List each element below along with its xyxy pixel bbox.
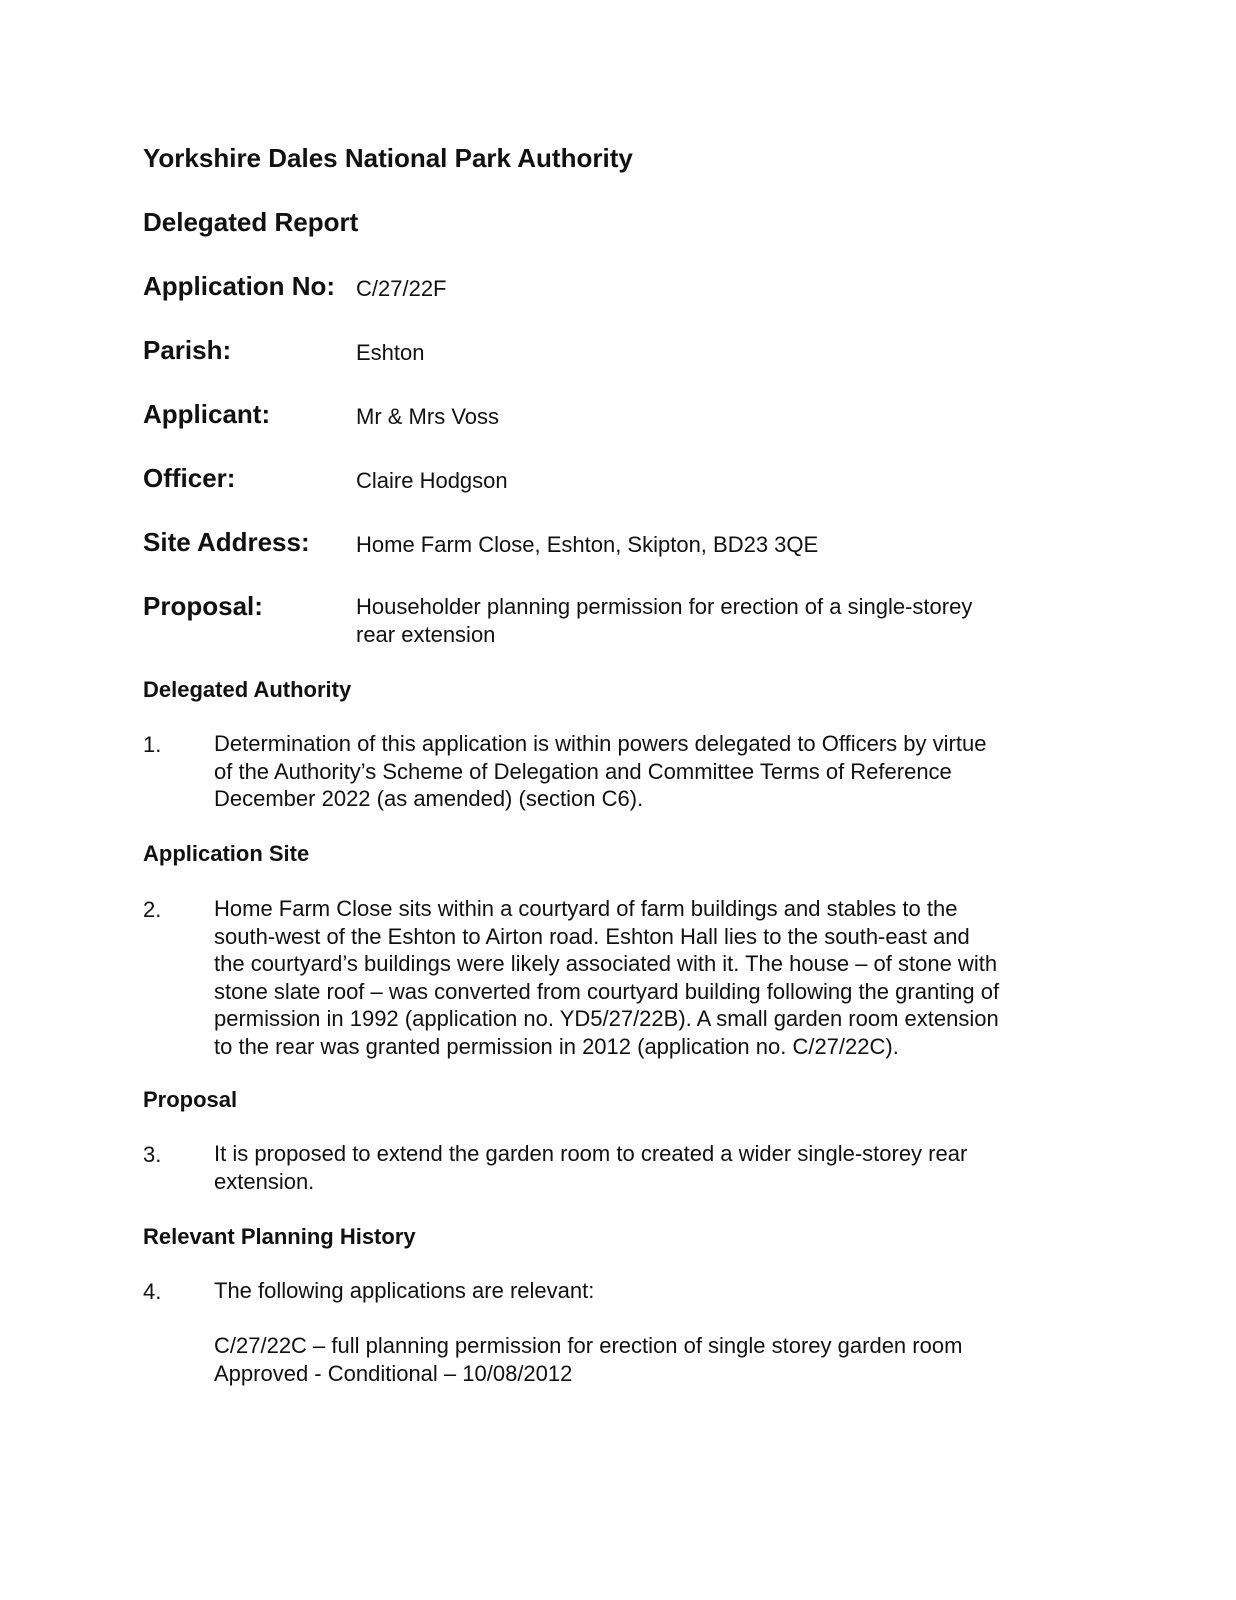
paragraph-line: The following applications are relevant: <box>214 1278 595 1303</box>
paragraph-line: permission in 1992 (application no. YD5/27/22B). A small garden room extension <box>214 1006 999 1031</box>
planning-history-entry <box>214 1332 962 1387</box>
paragraph-line: stone slate roof – was converted from courtyard building following the granting of <box>214 978 1000 1004</box>
section-heading-delegated-authority: Delegated Authority <box>143 677 352 702</box>
paragraph-line: It is proposed to extend the garden room to created a wider single-storey rear <box>214 1141 968 1166</box>
paragraph-number: 4. <box>143 1279 162 1304</box>
proposal-line: Householder planning permission for erection of a single-storey <box>356 594 973 619</box>
application-no-label: Application No: <box>143 271 336 301</box>
parish-value: Eshton <box>356 340 425 365</box>
paragraph-line: south-west of the Eshton to Airton road. Eshton Hall lies to the south-east and <box>214 923 970 949</box>
section-heading-proposal: Proposal <box>143 1087 238 1112</box>
proposal-value <box>356 593 972 648</box>
paragraph-application-site <box>214 895 999 1060</box>
section-heading-application-site: Application Site <box>143 841 310 866</box>
officer-value: Claire Hodgson <box>356 468 508 493</box>
paragraph-line: extension. <box>214 1168 315 1194</box>
report-type-heading: Delegated Report <box>143 207 359 237</box>
history-line: C/27/22C – full planning permission for erection of single storey garden room <box>214 1333 963 1358</box>
paragraph-planning-history <box>214 1277 594 1305</box>
paragraph-line: of the Authority’s Scheme of Delegation and Committee Terms of Reference <box>214 758 952 784</box>
application-no-value: C/27/22F <box>356 276 447 301</box>
paragraph-number: 2. <box>143 897 162 922</box>
authority-title: Yorkshire Dales National Park Authority <box>143 143 633 173</box>
paragraph-line: to the rear was granted permission in 2012 (application no. C/27/22C). <box>214 1033 899 1059</box>
paragraph-number: 3. <box>143 1142 162 1167</box>
site-address-value: Home Farm Close, Eshton, Skipton, BD23 3QE <box>356 532 819 557</box>
applicant-label: Applicant: <box>143 399 271 429</box>
history-line: Approved - Conditional – 10/08/2012 <box>214 1360 573 1386</box>
paragraph-line: the courtyard’s buildings were likely associated with it. The house – of stone with <box>214 951 998 976</box>
applicant-value: Mr & Mrs Voss <box>356 404 500 429</box>
paragraph-proposal <box>214 1140 967 1195</box>
parish-label: Parish: <box>143 335 232 365</box>
paragraph-line: Home Farm Close sits within a courtyard of farm buildings and stables to the <box>214 896 958 921</box>
paragraph-line: December 2022 (as amended) (section C6). <box>214 786 644 811</box>
officer-label: Officer: <box>143 463 236 493</box>
paragraph-number: 1. <box>143 732 162 757</box>
section-heading-planning-history: Relevant Planning History <box>143 1224 416 1249</box>
proposal-line: rear extension <box>356 621 496 647</box>
paragraph-line: Determination of this application is within powers delegated to Officers by virtue <box>214 731 987 756</box>
paragraph-delegated-authority <box>214 730 986 813</box>
proposal-label: Proposal: <box>143 591 263 621</box>
site-address-label: Site Address: <box>143 527 310 557</box>
